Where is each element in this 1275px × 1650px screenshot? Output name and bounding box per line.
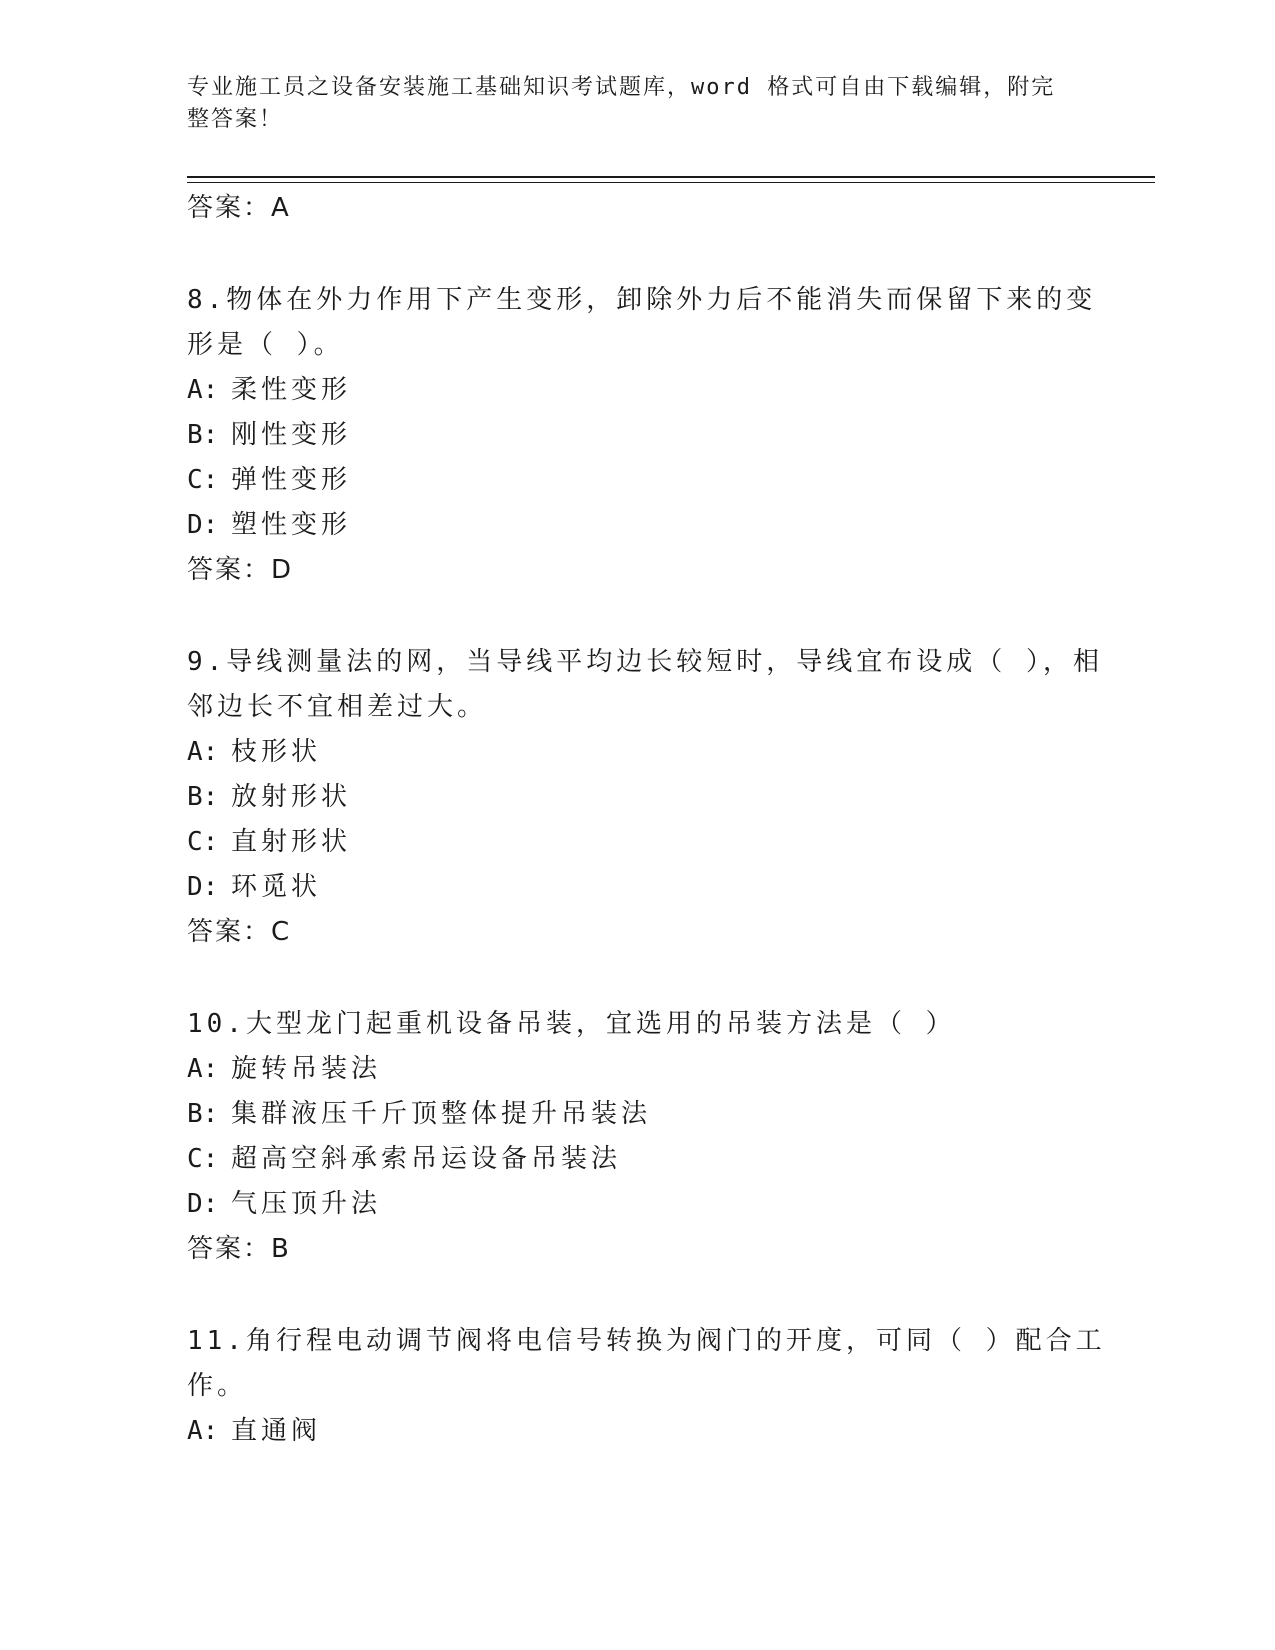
header-divider [187, 176, 1155, 183]
option-letter: A: [187, 737, 219, 767]
option-a [187, 368, 1087, 413]
option-letter: B: [187, 420, 219, 450]
option-c [187, 1137, 1087, 1182]
question-text-line: 8.物体在外力作用下产生变形，卸除外力后不能消失而保留下来的变 [187, 285, 1097, 315]
question-text-line: 9.导线测量法的网，当导线平均边长较短时，导线宜布设成（ ），相 [187, 647, 1103, 677]
option-letter: D: [187, 1189, 219, 1219]
option-a [187, 730, 1087, 775]
option-letter: A: [187, 1416, 219, 1446]
option-letter: A: [187, 1054, 219, 1084]
option-text: 环觅状 [231, 872, 322, 902]
option-text: 直通阀 [231, 1416, 322, 1446]
answer-line: 答案：B [187, 1234, 291, 1264]
option-text: 集群液压千斤顶整体提升吊装法 [231, 1099, 652, 1129]
option-letter: D: [187, 510, 219, 540]
option-text: 枝形状 [231, 737, 322, 767]
document-header [187, 72, 1067, 136]
option-letter: B: [187, 782, 219, 812]
option-letter: C: [187, 465, 219, 495]
option-text: 塑性变形 [231, 510, 352, 540]
option-d [187, 503, 1087, 548]
option-text: 弹性变形 [231, 465, 352, 495]
document-body [187, 186, 1106, 1454]
question-text-line: 11.角行程电动调节阀将电信号转换为阀门的开度，可同（ ）配合工 [187, 1326, 1106, 1356]
question-11 [187, 1319, 1106, 1454]
question-8 [187, 278, 1097, 593]
option-c [187, 458, 1087, 503]
option-text: 超高空斜承索吊运设备吊装法 [231, 1144, 622, 1174]
option-letter: B: [187, 1099, 219, 1129]
answer-line: 答案：A [187, 193, 291, 223]
question-text-line: 10.大型龙门起重机设备吊装，宜选用的吊装方法是（ ） [187, 1009, 956, 1039]
answer-line: 答案：D [187, 555, 294, 585]
option-letter: D: [187, 872, 219, 902]
option-letter: C: [187, 827, 219, 857]
option-text: 放射形状 [231, 782, 352, 812]
header-line-1: 专业施工员之设备安装施工基础知识考试题库，word 格式可自由下载编辑，附完 [187, 75, 1056, 100]
option-a [187, 1047, 1087, 1092]
question-text-line: 邻边长不宜相差过大。 [187, 692, 488, 722]
option-b [187, 413, 1087, 458]
option-c [187, 820, 1087, 865]
header-line-2: 整答案！ [187, 107, 284, 132]
option-text: 刚性变形 [231, 420, 352, 450]
option-a [187, 1409, 1087, 1454]
option-d [187, 865, 1087, 910]
option-text: 气压顶升法 [231, 1189, 382, 1219]
option-text: 柔性变形 [231, 375, 352, 405]
option-text: 直射形状 [231, 827, 352, 857]
question-9 [187, 640, 1103, 955]
option-d [187, 1182, 1087, 1227]
option-text: 旋转吊装法 [231, 1054, 382, 1084]
option-b [187, 775, 1087, 820]
answer-line: 答案：C [187, 917, 292, 947]
question-text-line: 作。 [187, 1371, 248, 1401]
question-10 [187, 1002, 1087, 1272]
option-b [187, 1092, 1087, 1137]
question-text-line: 形是（ ）。 [187, 330, 344, 360]
option-letter: A: [187, 375, 219, 405]
option-letter: C: [187, 1144, 219, 1174]
